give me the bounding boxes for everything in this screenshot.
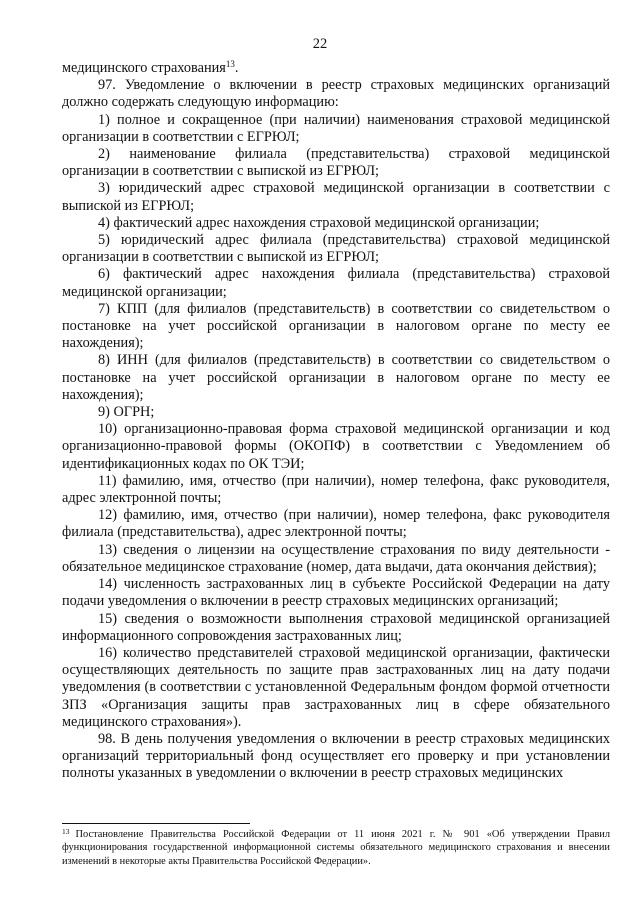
paragraph-97-intro: 97. Уведомление о включении в реестр страховых медицинских организаций должно содержать следующую информацию:	[62, 77, 610, 111]
footnote	[62, 828, 610, 868]
list-item-1: 1) полное и сокращенное (при наличии) наименования страховой медицинской организации в соответствии с ЕГРЮЛ;	[62, 111, 610, 145]
list-item-8: 8) ИНН (для филиалов (представительств) в соответствии со свидетельством о постановке на учет российской организации в налоговом органе по месту ее нахождения);	[62, 352, 610, 403]
footnote-text: Постановление Правительства Российской Федерации от 11 июня 2021 г. № 901 «Об утверждении Правил функционирования государственной информационной системы обязательного медицинского страхования и внесении изменений в некоторые акты Правительства Российской Федерации».	[62, 829, 610, 867]
list-item-13: 13) сведения о лицензии на осуществление страхования по виду деятельности - обязательное медицинское страхование (номер, дата выдачи, дата окончания действия);	[62, 541, 610, 575]
page-number: 22	[312, 36, 328, 52]
list-item-16: 16) количество представителей страховой медицинской организации, фактически осуществляющих деятельность по защите прав застрахованных лиц на дату подачи уведомления (в соответствии с установленной Федеральным фондом формой отчетности ЗПЗ «Организация защиты прав застрахованных лиц в сфере обязательного медицинского страхования»).	[62, 644, 610, 730]
list-item-6: 6) фактический адрес нахождения филиала (представительства) страховой медицинской организации;	[62, 266, 610, 300]
list-item-2: 2) наименование филиала (представительства) страховой медицинской организации в соответствии с выпиской из ЕГРЮЛ;	[62, 146, 610, 180]
list-item-15: 15) сведения о возможности выполнения страховой медицинской организацией информационного сопровождения застрахованных лиц;	[62, 610, 610, 644]
footnote-reference: 13	[225, 59, 235, 69]
list-item-4: 4) фактический адрес нахождения страховой медицинской организации;	[98, 214, 540, 231]
paragraph-98: 98. В день получения уведомления о включении в реестр страховых медицинских организаций территориальный фонд осуществляет его проверку и при установлении полноты указанных в уведомлении о включении в реестр страховых медицинских	[62, 730, 610, 782]
list-item-9: 9) ОГРН;	[98, 404, 155, 421]
continuation-text: медицинского страхования	[62, 60, 226, 76]
footnote-number: 13	[62, 827, 70, 836]
list-item-3: 3) юридический адрес страховой медицинской организации в соответствии с выпиской из ЕГРЮЛ;	[62, 180, 610, 214]
list-item-7: 7) КПП (для филиалов (представительств) в соответствии со свидетельством о постановке на учет российской организации в налоговом органе по месту ее нахождения);	[62, 300, 610, 352]
list-item-11: 11) фамилию, имя, отчество (при наличии), номер телефона, факс руководителя, адрес электронной почты;	[62, 472, 610, 507]
document-body	[62, 60, 610, 783]
list-item-10: 10) организационно-правовая форма страховой медицинской организации и код организационно-правовой формы (ОКОПФ) в соответствии с Уведомлением об идентификационных кодах по ОК ТЭИ;	[62, 421, 610, 472]
list-item-5: 5) юридический адрес филиала (представительства) страховой медицинской организации в соответствии с выпиской из ЕГРЮЛ;	[62, 232, 610, 266]
list-item-12: 12) фамилию, имя, отчество (при наличии), номер телефона, факс руководителя филиала (представительства), адрес электронной почты;	[62, 507, 610, 541]
continuation-line: медицинского страхования$^{13}$.	[62, 59, 239, 76]
footnote-separator	[62, 823, 250, 824]
list-item-14: 14) численность застрахованных лиц в субъекте Российской Федерации на дату подачи уведомления о включении в реестр страховых медицинских организаций;	[62, 576, 610, 610]
